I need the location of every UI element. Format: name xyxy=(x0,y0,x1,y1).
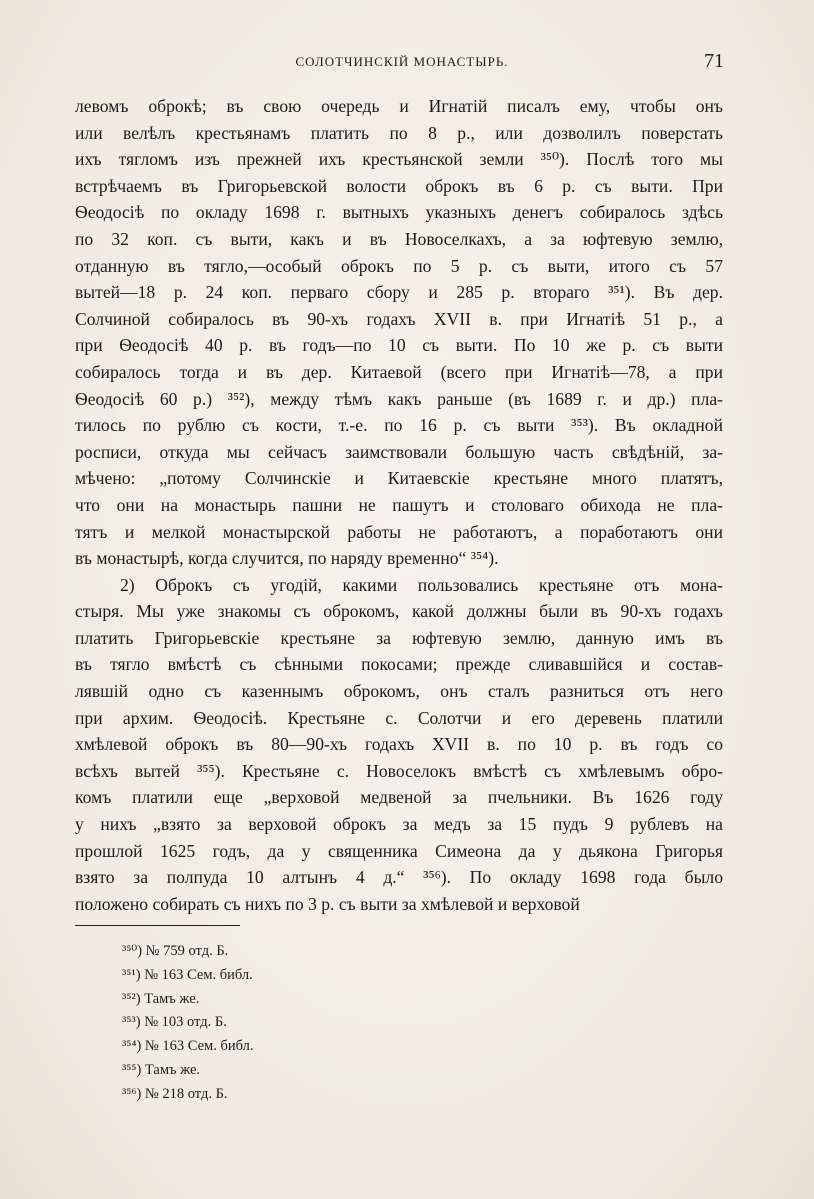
text-line: ихъ тягломъ изъ прежней ихъ крестьянской земли ³⁵⁰). Послѣ того мы xyxy=(75,149,723,170)
footnote: ³⁵⁵) Тамъ же. xyxy=(122,1061,201,1078)
footnote: ³⁵¹) № 163 Сем. библ. xyxy=(122,966,253,983)
main-text xyxy=(75,93,723,917)
text-line: росписи, откуда мы сейчасъ заимствовали большую часть свѣдѣній, за- xyxy=(75,441,723,462)
text-line: положено собирать съ нихъ по 3 р. съ выти за хмѣлевой и верховой xyxy=(75,893,580,914)
page-number: 71 xyxy=(704,50,724,72)
footnotes xyxy=(122,940,522,1107)
footnote: ³⁵⁶) № 218 отд. Б. xyxy=(122,1085,228,1102)
text-line: платить Григорьевскіе крестьяне за юфтевую землю, данную имъ въ xyxy=(75,627,723,648)
text-line: хмѣлевой оброкъ въ 80—90-хъ годахъ XVII в. по 10 р. въ годъ со xyxy=(75,734,723,755)
text-line: по 32 коп. съ выти, какъ и въ Новоселкахъ, а за юфтевую землю, xyxy=(75,228,723,249)
text-line: тятъ и мелкой монастырской работы не работаютъ, а поработаютъ они xyxy=(75,521,723,542)
text-line: 2) Оброкъ съ угодій, какими пользовались крестьяне отъ мона- xyxy=(120,574,723,595)
text-line: при архим. Ѳеодосіѣ. Крестьяне с. Солотчи и его деревень платили xyxy=(75,707,723,728)
text-line: мѣчено: „потому Солчинскіе и Китаевскіе крестьяне много платятъ, xyxy=(75,468,723,489)
text-line: отданную въ тягло,—особый оброкъ по 5 р. съ выти, итого съ 57 xyxy=(75,255,723,276)
text-line: въ монастырѣ, когда случится, по наряду временно“ ³⁵⁴). xyxy=(75,548,499,569)
text-line: при Ѳеодосіѣ 40 р. въ годъ—по 10 съ выти. По 10 же р. съ выти xyxy=(75,335,723,356)
text-line: собиралось тогда и въ дер. Китаевой (всего при Игнатіѣ—78, а при xyxy=(75,361,723,382)
text-line: въ тягло вмѣстѣ съ сѣнными покосами; прежде сливавшійся и состав- xyxy=(75,654,723,675)
text-line: прошлой 1625 годъ, да у священника Симеона да у дьякона Григорья xyxy=(75,840,723,861)
footnote: ³⁵⁴) № 163 Сем. библ. xyxy=(122,1038,254,1055)
text-line: Ѳеодосіѣ 60 р.) ³⁵²), между тѣмъ какъ раньше (въ 1689 г. и др.) пла- xyxy=(75,388,723,409)
text-line: левомъ оброкѣ; въ свою очередь и Игнатій писалъ ему, чтобы онъ xyxy=(75,96,723,116)
text-line: всѣхъ вытей ³⁵⁵). Крестьяне с. Новоселокъ вмѣстѣ съ хмѣлевымъ обро- xyxy=(75,760,723,781)
footnote: ³⁵⁰) № 759 отд. Б. xyxy=(122,943,229,959)
text-line: Солчиной собиралось въ 90-хъ годахъ XVII в. при Игнатіѣ 51 р., а xyxy=(75,308,723,329)
footnote: ³⁵³) № 103 отд. Б. xyxy=(122,1014,227,1031)
text-line: что они на монастырь пашни не пашутъ и столоваго обихода не пла- xyxy=(75,494,723,515)
text-line: Ѳеодосіѣ по окладу 1698 г. вытныхъ указныхъ денегъ собиралось здѣсь xyxy=(75,202,723,223)
text-line: взято за полпуда 10 алтынъ 4 д.“ ³⁵⁶). По окладу 1698 года было xyxy=(75,867,723,888)
text-line: лявшій одно съ казеннымъ оброкомъ, онъ сталъ разниться отъ него xyxy=(75,681,723,702)
text-line: вытей—18 р. 24 коп. перваго сбору и 285 р. втораго ³⁵¹). Въ дер. xyxy=(75,282,723,303)
text-line: комъ платили еще „верховой медвеной за пчельники. Въ 1626 году xyxy=(75,787,723,808)
running-title: СОЛОТЧИНСКІЙ МОНАСТЫРЬ. xyxy=(295,54,509,69)
text-line: у нихъ „взято за верховой оброкъ за медъ за 15 пудъ 9 рублевъ на xyxy=(75,814,723,835)
text-line: тилось по рублю съ кости, т.-е. по 16 р. съ выти ³⁵³). Въ окладной xyxy=(75,415,723,436)
text-line: стыря. Мы уже знакомы съ оброкомъ, какой должны были въ 90-хъ годахъ xyxy=(75,601,723,622)
footnote-divider xyxy=(75,925,240,926)
text-line: или велѣлъ крестьянамъ платить по 8 р., или дозволилъ поверстать xyxy=(75,122,723,143)
page-header xyxy=(72,48,732,78)
text-line: встрѣчаемъ въ Григорьевской волости оброкъ въ 6 р. съ выти. При xyxy=(75,175,723,196)
footnote: ³⁵²) Тамъ же. xyxy=(122,990,200,1007)
